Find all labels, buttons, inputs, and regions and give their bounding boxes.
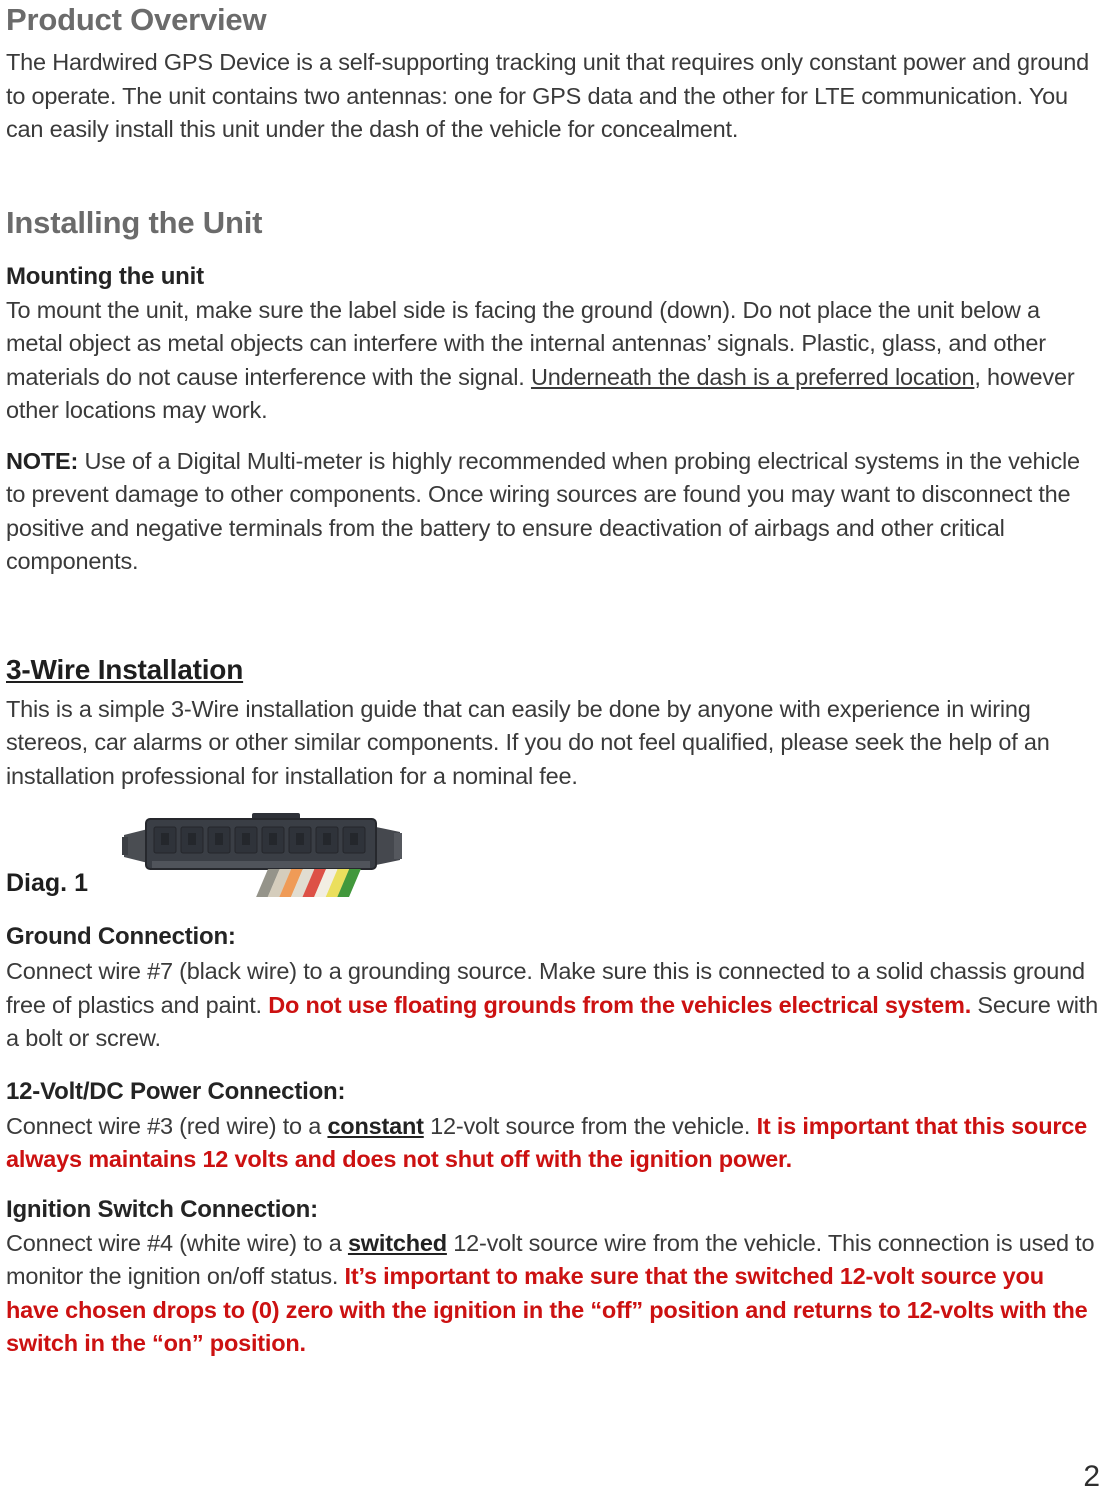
text-run: It’s important to make sure that the switched 12-volt source you have chosen drops to (0) zero with the ignition in the “off” position and returns to 12-volts with the switch in the “on” position. (6, 1263, 1088, 1356)
wire-ribbon (256, 869, 361, 897)
text-run: constant (327, 1112, 424, 1139)
text-run: Connect wire #3 (red wire) to a (6, 1112, 328, 1139)
subheading-ignition-connection: Ignition Switch Connection: (6, 1195, 318, 1223)
connector-right-tip (394, 833, 402, 859)
diagram-1 (6, 813, 1102, 905)
text-run: switched (347, 1229, 447, 1256)
section-title-installing-the-unit: Installing the Unit (6, 204, 263, 240)
wire-connector-image (122, 813, 402, 905)
text-run: Secure with a bolt or screw. (6, 991, 1098, 1051)
three-wire-paragraph: This is a simple 3-Wire installation guide that can easily be done by anyone with experience in wiring stereos, car alarms or other similar components. If you do not feel qualified, please seek the help of an installation professional for installation for a nominal fee. (6, 695, 1050, 789)
text-run: , however other locations may work. (6, 363, 1075, 423)
note-paragraph (6, 445, 1102, 579)
text-run: Do not use floating grounds from the vehicles electrical system. (268, 991, 972, 1018)
ignition-connection-paragraph (6, 1227, 1102, 1361)
text-run: To mount the unit, make sure the label side is facing the ground (down). Do not place the unit below a metal object as metal objects can interfere with the internal antennas’ signals. Plastic, glass, and other materials do not cause interference with the signal. (6, 296, 1046, 390)
ground-connection-paragraph (6, 955, 1102, 1056)
text-run: Connect wire #4 (white wire) to a (6, 1229, 348, 1256)
mounting-paragraph (6, 294, 1102, 428)
subheading-ground-connection: Ground Connection: (6, 923, 236, 950)
section-title-3-wire-installation: 3-Wire Installation (6, 653, 244, 685)
text-run: 12-volt source wire from the vehicle. This connection is used to monitor the ignition on/off status. (6, 1229, 1095, 1289)
text-run: NOTE: (6, 447, 79, 474)
text-run: Connect wire #7 (black wire) to a grounding source. Make sure this is connected to a solid chassis ground free of plastics and paint. (6, 958, 1085, 1018)
diagram-label: Diag. 1 (6, 869, 88, 897)
connector-bottom-edge (152, 861, 370, 868)
text-run: 12-volt source from the vehicle. (423, 1112, 757, 1139)
connector-left-tip (122, 837, 128, 855)
text-run: Use of a Digital Multi-meter is highly recommended when probing electrical systems in the vehicle to prevent damage to other components. Once wiring sources are found you may want to disconnect the positive and negative terminals from the battery to ensure deactivation of airbags and other critical components. (6, 447, 1080, 574)
power-connection-paragraph (6, 1110, 1102, 1177)
product-overview-paragraph: The Hardwired GPS Device is a self-supporting tracking unit that requires only constant power and ground to operate. The unit contains two antennas: one for GPS data and the other for LTE communication. You can easily install this unit under the dash of the vehicle for concealment. (6, 49, 1089, 142)
subheading-mounting-the-unit: Mounting the unit (6, 262, 204, 290)
text-run: It is important that this source always maintains 12 volts and does not shut off with the ignition power. (6, 1112, 1088, 1172)
page-number: 2 (1083, 1460, 1100, 1493)
section-title-product-overview: Product Overview (6, 2, 267, 37)
text-run: Underneath the dash is a preferred location (530, 363, 975, 390)
subheading-power-connection: 12-Volt/DC Power Connection: (6, 1077, 346, 1105)
